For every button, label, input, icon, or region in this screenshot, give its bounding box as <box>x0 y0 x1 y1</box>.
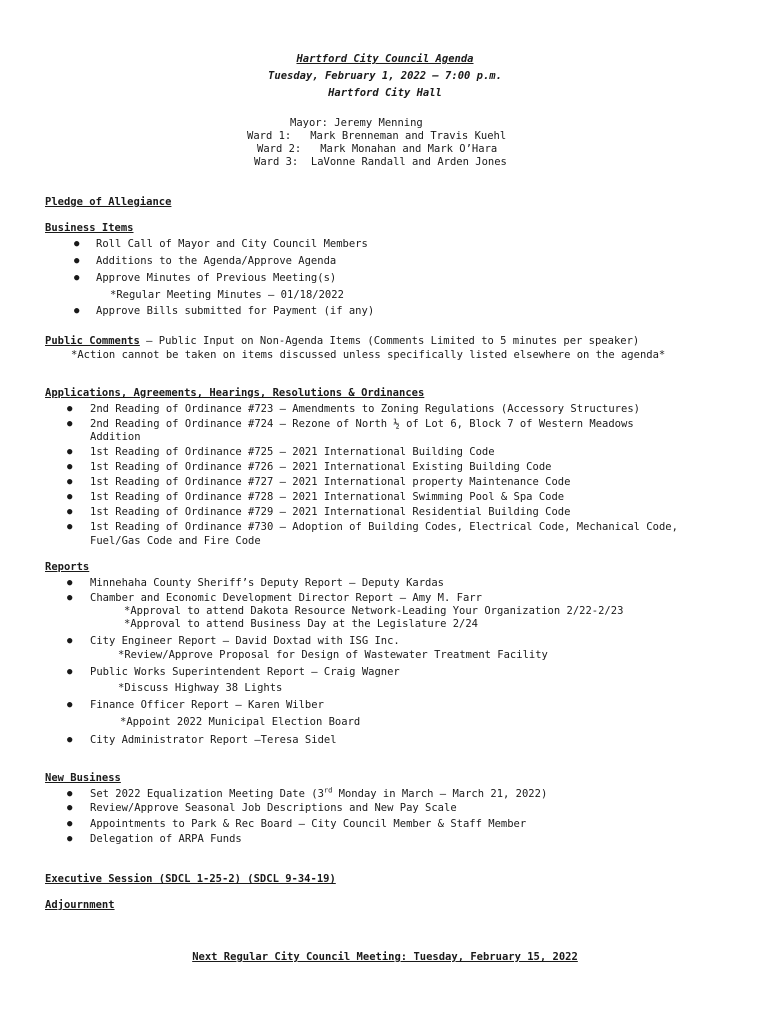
adjournment-heading: Adjournment <box>45 899 115 911</box>
bullet-icon: ● <box>67 593 73 603</box>
list-item: 1st Reading of Ordinance #728 – 2021 International Swimming Pool & Spa Code <box>90 491 565 503</box>
ordinal-suffix: rd <box>323 786 333 795</box>
bullet-icon: ● <box>67 462 73 472</box>
meeting-location: Hartford City Hall <box>328 87 442 99</box>
applications-heading: Applications, Agreements, Hearings, Resolutions & Ordinances <box>45 387 425 399</box>
list-item: Additions to the Agenda/Approve Agenda <box>96 255 337 267</box>
bullet-icon: ● <box>67 492 73 502</box>
ward2-line: Ward 2: Mark Monahan and Mark O’Hara <box>257 143 498 155</box>
public-comments-note: *Action cannot be taken on items discussed unless specifically listed elsewhere on the agenda* <box>71 349 666 361</box>
list-item: 1st Reading of Ordinance #730 – Adoption of Building Codes, Electrical Code, Mechanical Code, <box>90 521 678 533</box>
list-item: Chamber and Economic Development Director Report – Amy M. Farr <box>90 592 482 604</box>
business-items-heading: Business Items <box>45 222 134 234</box>
bullet-icon: ● <box>67 667 73 677</box>
sub-item: *Review/Approve Proposal for Design of Wastewater Treatment Facility <box>118 649 548 661</box>
agenda-title: Hartford City Council Agenda <box>296 53 474 65</box>
list-item: Minnehaha County Sheriff’s Deputy Report – Deputy Kardas <box>90 577 445 589</box>
reports-heading: Reports <box>45 561 90 573</box>
list-item: Appointments to Park & Rec Board – City Council Member & Staff Member <box>90 818 527 830</box>
public-comments-text: – Public Input on Non-Agenda Items (Comments Limited to 5 minutes per speaker) <box>139 335 640 347</box>
list-item: 1st Reading of Ordinance #729 – 2021 International Residential Building Code <box>90 506 571 518</box>
bullet-icon: ● <box>67 522 73 532</box>
list-item: 2nd Reading of Ordinance #724 – Rezone of North ½ of Lot 6, Block 7 of Western Meadows <box>90 418 634 430</box>
list-item: 1st Reading of Ordinance #725 – 2021 International Building Code <box>90 446 495 458</box>
next-meeting-line: Next Regular City Council Meeting: Tuesday, February 15, 2022 <box>192 951 578 963</box>
bullet-icon: ● <box>74 239 80 249</box>
bullet-icon: ● <box>67 477 73 487</box>
public-comments-line <box>45 335 639 348</box>
sub-item: *Discuss Highway 38 Lights <box>118 682 283 694</box>
ward1-line: Ward 1: Mark Brenneman and Travis Kuehl <box>247 130 507 142</box>
list-item: Public Works Superintendent Report – Craig Wagner <box>90 666 400 678</box>
bullet-icon: ● <box>67 789 73 799</box>
new-business-heading: New Business <box>45 772 121 784</box>
bullet-icon: ● <box>67 735 73 745</box>
list-item: Roll Call of Mayor and City Council Members <box>96 238 368 250</box>
list-item-text: Set 2022 Equalization Meeting Date (3 <box>90 788 324 800</box>
executive-session-heading: Executive Session (SDCL 1-25-2) (SDCL 9-34-19) <box>45 873 336 885</box>
bullet-icon: ● <box>67 819 73 829</box>
bullet-icon: ● <box>67 803 73 813</box>
ward3-line: Ward 3: LaVonne Randall and Arden Jones <box>254 156 507 168</box>
bullet-icon: ● <box>74 306 80 316</box>
list-item: 1st Reading of Ordinance #726 – 2021 International Existing Building Code <box>90 461 552 473</box>
mayor-line: Mayor: Jeremy Menning <box>290 117 423 129</box>
bullet-icon: ● <box>74 256 80 266</box>
bullet-icon: ● <box>67 507 73 517</box>
list-item: Approve Bills submitted for Payment (if any) <box>96 305 375 317</box>
list-item-continuation: Fuel/Gas Code and Fire Code <box>90 535 261 547</box>
sub-item: *Appoint 2022 Municipal Election Board <box>120 716 361 728</box>
meeting-date-time: Tuesday, February 1, 2022 – 7:00 p.m. <box>268 70 502 82</box>
bullet-icon: ● <box>67 700 73 710</box>
bullet-icon: ● <box>67 578 73 588</box>
sub-item: *Approval to attend Business Day at the Legislature 2/24 <box>124 618 479 630</box>
bullet-icon: ● <box>67 834 73 844</box>
list-item: Delegation of ARPA Funds <box>90 833 242 845</box>
public-comments-heading: Public Comments <box>45 335 140 347</box>
list-item: Finance Officer Report – Karen Wilber <box>90 699 324 711</box>
bullet-icon: ● <box>67 636 73 646</box>
bullet-icon: ● <box>67 419 73 429</box>
list-item-text: Monday in March – March 21, 2022) <box>332 788 548 800</box>
bullet-icon: ● <box>74 273 80 283</box>
sub-item: *Regular Meeting Minutes – 01/18/2022 <box>110 289 344 301</box>
list-item: Review/Approve Seasonal Job Descriptions and New Pay Scale <box>90 802 457 814</box>
pledge-heading: Pledge of Allegiance <box>45 196 172 208</box>
list-item: City Administrator Report –Teresa Sidel <box>90 734 337 746</box>
list-item: City Engineer Report – David Doxtad with ISG Inc. <box>90 635 400 647</box>
list-item <box>90 788 547 801</box>
bullet-icon: ● <box>67 447 73 457</box>
list-item: 2nd Reading of Ordinance #723 – Amendments to Zoning Regulations (Accessory Structures) <box>90 403 640 415</box>
list-item: Approve Minutes of Previous Meeting(s) <box>96 272 337 284</box>
list-item-continuation: Addition <box>90 431 141 443</box>
bullet-icon: ● <box>67 404 73 414</box>
list-item: 1st Reading of Ordinance #727 – 2021 International property Maintenance Code <box>90 476 571 488</box>
sub-item: *Approval to attend Dakota Resource Network-Leading Your Organization 2/22-2/23 <box>124 605 624 617</box>
